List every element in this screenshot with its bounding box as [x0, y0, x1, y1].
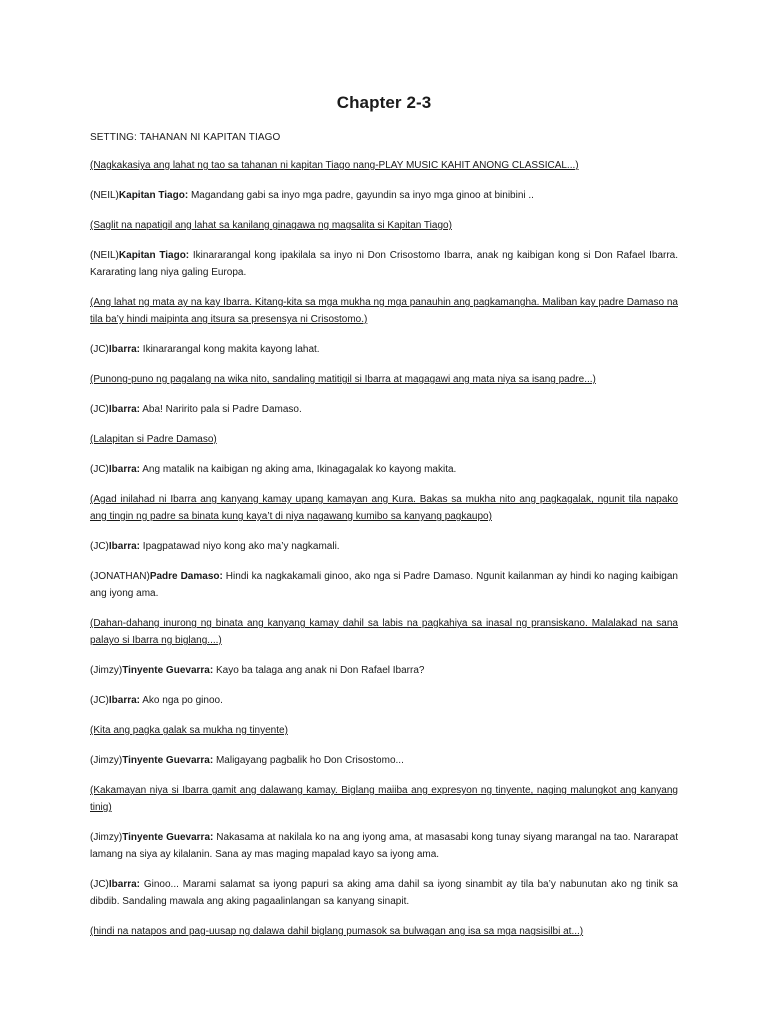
dialogue-line: [90, 752, 678, 769]
dialogue-line: [90, 341, 678, 358]
dialogue-text: Aba! Naririto pala si Padre Damaso.: [140, 404, 302, 415]
dialogue-line: [90, 692, 678, 709]
actor-name: (JC): [90, 344, 109, 355]
actor-name: (JONATHAN): [90, 571, 150, 582]
dialogue-line: [90, 247, 678, 281]
dialogue-text: Ang matalik na kaibigan ng aking ama, Ikinagagalak ko kayong makita.: [140, 464, 457, 475]
dialogue-text: Maligayang pagbalik ho Don Crisostomo...: [213, 755, 404, 766]
dialogue-text: Ginoo... Marami salamat sa iyong papuri sa aking ama dahil sa iyong sinambit ay tila ba’y nabunutan ako ng tinik sa dibdib. Sandaling mawala ang aking pagaalinlangan sa kanyang sinapit.: [90, 879, 678, 907]
stage-direction: (Agad inilahad ni Ibarra ang kanyang kamay upang kamayan ang Kura. Bakas sa mukha nito ang pagkagalak, ngunit tila napako ang tingin ng padre sa binata kung kaya’t di niya nagawang kumibo sa kanyang pagkaupo): [90, 494, 678, 522]
stage-direction: (Lalapitan si Padre Damaso): [90, 434, 217, 445]
stage-direction: (Saglit na napatigil ang lahat sa kanilang ginagawa ng magsalita si Kapitan Tiago): [90, 220, 452, 231]
actor-name: (Jimzy): [90, 665, 123, 676]
actor-name: (NEIL): [90, 190, 119, 201]
dialogue-line: [90, 187, 678, 204]
stage-direction: (Kakamayan niya si Ibarra gamit ang dalawang kamay. Biglang maiiba ang expresyon ng tinyente, naging malungkot ang kanyang tinig): [90, 785, 678, 813]
dialogue-line: [90, 461, 678, 478]
stage-direction: (Dahan-dahang inurong ng binata ang kanyang kamay dahil sa labis na pagkahiya sa inasal ng pransiskano. Malalakad na sana palayo si Ibarra ng biglang....): [90, 618, 678, 646]
dialogue-text: Ikinararangal kong makita kayong lahat.: [140, 344, 320, 355]
speaker-name: Padre Damaso:: [149, 571, 223, 582]
dialogue-text: Ikinararangal kong ipakilala sa inyo ni Don Crisostomo Ibarra, anak ng kaibigan kong si Don Rafael Ibarra. Kararating lang niya galing Europa.: [90, 250, 679, 278]
dialogue-text: Magandang gabi sa inyo mga padre, gayundin sa inyo mga ginoo at binibini ..: [188, 190, 534, 201]
speaker-name: Ibarra:: [108, 695, 141, 706]
dialogue-text: Ako nga po ginoo.: [140, 695, 223, 706]
dialogue-line: [90, 568, 678, 602]
actor-name: (JC): [90, 695, 109, 706]
stage-direction: (hindi na natapos and pag-uusap ng dalawa dahil biglang pumasok sa bulwagan ang isa sa mga nagsisilbi at...): [90, 926, 584, 937]
actor-name: (JC): [90, 464, 109, 475]
chapter-title: Chapter 2-3: [336, 93, 432, 112]
speaker-name: Ibarra:: [108, 541, 141, 552]
speaker-name: Ibarra:: [108, 464, 141, 475]
speaker-name: Ibarra:: [108, 879, 141, 890]
actor-name: (JC): [90, 404, 109, 415]
speaker-name: Tinyente Guevarra:: [122, 755, 214, 766]
actor-name: (Jimzy): [90, 832, 123, 843]
dialogue-line: [90, 876, 678, 910]
speaker-name: Tinyente Guevarra:: [122, 665, 214, 676]
stage-direction: (Ang lahat ng mata ay na kay Ibarra. Kitang-kita sa mga mukha ng mga panauhin ang pagkamangha. Maliban kay padre Damaso na tila ba’y hindi maipinta ang itsura sa presensya ni Crisostomo.): [90, 297, 678, 325]
actor-name: (JC): [90, 879, 109, 890]
dialogue-text: Kayo ba talaga ang anak ni Don Rafael Ibarra?: [213, 665, 425, 676]
dialogue-line: [90, 401, 678, 418]
dialogue-line: [90, 662, 678, 679]
dialogue-line: [90, 538, 678, 555]
dialogue-text: Ipagpatawad niyo kong ako ma’y nagkamali.: [140, 541, 340, 552]
speaker-name: Kapitan Tiago:: [118, 250, 190, 261]
actor-name: (NEIL): [90, 250, 119, 261]
actor-name: (JC): [90, 541, 109, 552]
stage-direction: (Punong-puno ng pagalang na wika nito, sandaling matitigil si Ibarra at magagawi ang mata niya sa isang padre...): [90, 374, 596, 385]
speaker-name: Kapitan Tiago:: [118, 190, 189, 201]
stage-direction: (Nagkakasiya ang lahat ng tao sa tahanan ni kapitan Tiago nang-PLAY MUSIC KAHIT ANONG CLASSICAL...): [90, 160, 579, 171]
dialogue-text: Hindi ka nagkakamali ginoo, ako nga si Padre Damaso. Ngunit kailanman ay hindi ko naging kaibigan ang iyong ama.: [90, 571, 678, 599]
dialogue-line: [90, 829, 678, 863]
setting-line: SETTING: TAHANAN NI KAPITAN TIAGO: [90, 132, 281, 143]
actor-name: (Jimzy): [90, 755, 123, 766]
stage-direction: (Kita ang pagka galak sa mukha ng tinyente): [90, 725, 288, 736]
speaker-name: Ibarra:: [108, 404, 141, 415]
speaker-name: Ibarra:: [108, 344, 141, 355]
dialogue-text: Nakasama at nakilala ko na ang iyong ama, at masasabi kong tunay siyang marangal na tao. Nararapat lamang na siya ay kilalanin. Sana ay mas maging mapalad kayo sa iyong ama.: [90, 832, 678, 860]
speaker-name: Tinyente Guevarra:: [122, 832, 214, 843]
